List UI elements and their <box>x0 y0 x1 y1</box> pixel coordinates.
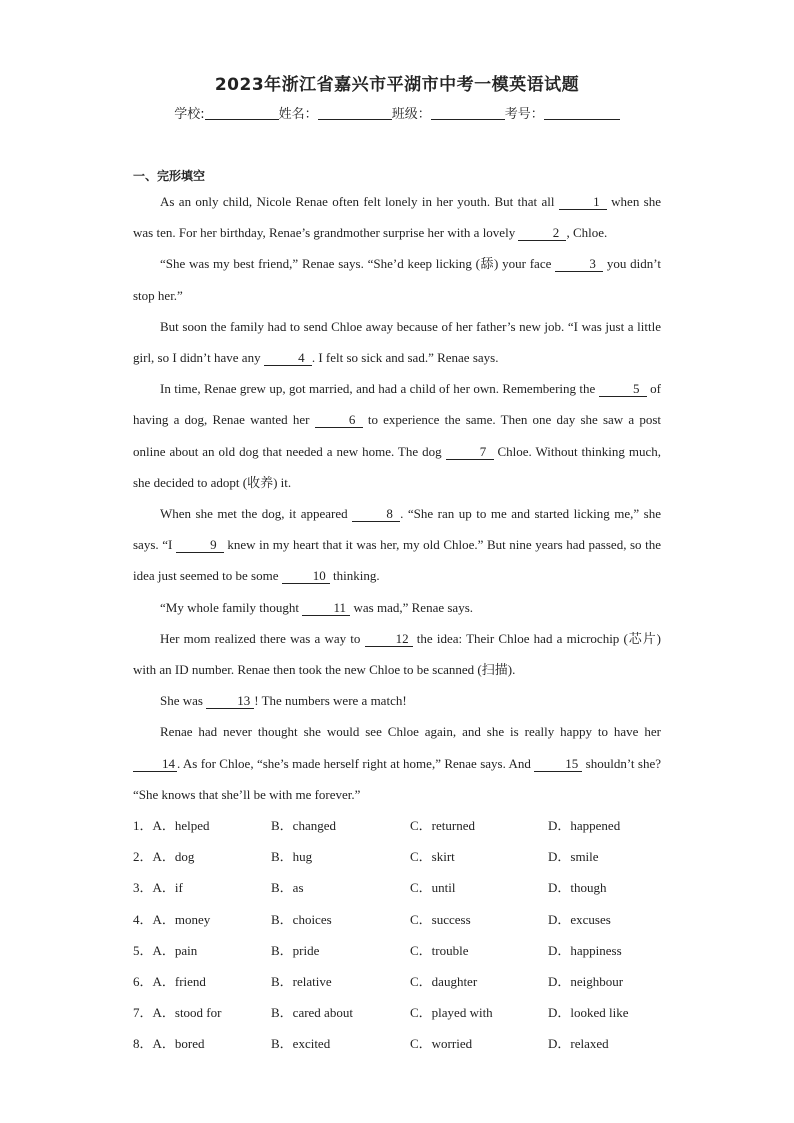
option-b[interactable]: B．pride <box>271 942 320 958</box>
option-c[interactable]: C．worried <box>410 1036 473 1052</box>
exam-number-field[interactable] <box>544 106 620 120</box>
option-a[interactable]: 4．A．money <box>133 911 211 927</box>
option-d[interactable]: D．though <box>548 880 607 896</box>
blank: 10 <box>282 569 330 584</box>
option-d[interactable]: D．relaxed <box>548 1036 609 1052</box>
blank: 8 <box>352 507 400 522</box>
passage-text: Chloe. Without thinking much, she decided to adopt (收养) it. <box>133 443 661 490</box>
option-a[interactable]: 8．A．bored <box>133 1036 205 1052</box>
passage-text: “She was my best friend,” Renae says. “She’d keep licking (舔) your face <box>160 256 556 272</box>
option-row <box>133 872 693 903</box>
paragraph <box>133 592 661 623</box>
exam-number-label: 考号： <box>504 107 544 122</box>
option-b[interactable]: B．cared about <box>271 1005 353 1021</box>
answer-options <box>133 810 693 1060</box>
option-c[interactable]: C．skirt <box>410 849 455 865</box>
passage-text: “My whole family thought <box>160 599 303 615</box>
passage-text: As an only child, Nicole Renae often felt lonely in her youth. But that all <box>160 194 559 209</box>
option-d[interactable]: D．looked like <box>548 1005 629 1021</box>
option-d[interactable]: D．smile <box>548 849 599 865</box>
blank: 9 <box>176 538 224 553</box>
passage-text: was mad,” Renae says. <box>350 599 474 615</box>
passage-text: thinking. <box>329 568 380 584</box>
passage-text: shouldn’t she? “She knows that she’ll be with me forever.” <box>133 755 661 802</box>
passage-text: Her mom realized there was a way to <box>160 630 365 646</box>
option-row <box>133 810 693 841</box>
passage-text: , Chloe. <box>566 225 608 241</box>
option-c[interactable]: C．until <box>410 880 456 896</box>
blank: 11 <box>302 601 350 616</box>
option-a[interactable]: 6．A．friend <box>133 973 206 989</box>
blank: 4 <box>264 351 312 366</box>
name-label: 姓名： <box>278 107 318 122</box>
option-c[interactable]: C．returned <box>410 818 475 833</box>
option-b[interactable]: B．as <box>271 880 304 896</box>
option-a[interactable]: 2．A．dog <box>133 849 195 865</box>
paragraph <box>133 373 661 498</box>
option-row <box>133 904 693 935</box>
paragraph <box>133 685 661 716</box>
passage-text: you didn’t stop her.” <box>133 256 661 303</box>
passage-text: . As for Chloe, “she’s made herself right at home,” Renae says. And <box>177 755 535 771</box>
option-b[interactable]: B．choices <box>271 911 332 927</box>
option-b[interactable]: B．excited <box>271 1036 331 1052</box>
option-d[interactable]: D．excuses <box>548 911 611 927</box>
option-c[interactable]: C．trouble <box>410 942 469 958</box>
option-row <box>133 841 693 872</box>
page-title: 2023年浙江省嘉兴市平湖市中考一模英语试题 <box>214 75 580 95</box>
option-d[interactable]: D．neighbour <box>548 973 624 989</box>
blank: 7 <box>446 445 494 460</box>
blank: 15 <box>534 757 582 772</box>
paragraph <box>133 311 661 373</box>
passage-text: of having a dog, Renae wanted her <box>133 381 661 428</box>
passage-text: knew in my heart that it was her, my old Chloe.” But nine years had passed, so the idea just seemed to be some <box>133 537 661 584</box>
school-label: 学校: <box>174 107 205 122</box>
option-a[interactable]: 1．A．helped <box>133 818 210 833</box>
class-label: 班级： <box>391 107 431 122</box>
blank: 13 <box>206 694 254 709</box>
passage-text: . I felt so sick and sad.” Renae says. <box>311 350 499 366</box>
name-field[interactable] <box>318 106 392 120</box>
passage-text: She was <box>160 693 207 709</box>
passage-text: when she was ten. For her birthday, Renae’s grandmother surprise her with a lovely <box>133 194 661 241</box>
option-b[interactable]: B．relative <box>271 973 332 989</box>
option-d[interactable]: D．happiness <box>548 942 622 958</box>
blank: 3 <box>555 257 603 272</box>
blank: 5 <box>599 382 647 397</box>
passage-text: ! The numbers were a match! <box>254 693 407 709</box>
blank: 14 <box>133 757 177 772</box>
passage-text: In time, Renae grew up, got married, and had a child of her own. Remembering the <box>160 381 599 397</box>
option-a[interactable]: 5．A．pain <box>133 942 198 958</box>
paragraph <box>133 716 661 810</box>
option-row <box>133 966 693 997</box>
passage-text: When she met the dog, it appeared <box>160 506 353 522</box>
option-c[interactable]: C．daughter <box>410 973 478 989</box>
blank: 12 <box>365 632 413 647</box>
option-b[interactable]: B．changed <box>271 818 336 833</box>
option-d[interactable]: D．happened <box>548 818 621 833</box>
passage-text: Renae had never thought she would see Chloe again, and she is really happy to have her <box>160 724 661 740</box>
option-b[interactable]: B．hug <box>271 849 313 865</box>
section-heading: 一、完形填空 <box>133 169 206 183</box>
class-field[interactable] <box>431 106 505 120</box>
blank: 2 <box>518 226 566 241</box>
paragraph <box>133 186 661 248</box>
blank: 6 <box>315 413 363 428</box>
option-c[interactable]: C．success <box>410 911 471 927</box>
option-a[interactable]: 3．A．if <box>133 880 183 896</box>
passage-text: . “She ran up to me and started licking me,” she says. “I <box>133 506 661 553</box>
option-row <box>133 1028 693 1059</box>
school-field[interactable] <box>205 106 279 120</box>
blank: 1 <box>559 195 607 210</box>
option-c[interactable]: C．played with <box>410 1005 493 1021</box>
option-row <box>133 935 693 966</box>
student-info-line <box>0 103 794 122</box>
paragraph <box>133 498 661 592</box>
paragraph <box>133 248 661 310</box>
option-row <box>133 997 693 1028</box>
passage-text: the idea: Their Chloe had a microchip (芯片) with an ID number. Renae then took the new Chloe to be scanned (扫描). <box>133 630 661 678</box>
option-a[interactable]: 7．A．stood for <box>133 1005 222 1021</box>
cloze-passage <box>133 186 661 810</box>
paragraph <box>133 623 661 685</box>
passage-text: But soon the family had to send Chloe away because of her father’s new job. “I was just a little girl, so I didn’t have any <box>133 318 661 366</box>
passage-text: to experience the same. Then one day she saw a post online about an old dog that needed a new home. The dog <box>133 412 662 459</box>
